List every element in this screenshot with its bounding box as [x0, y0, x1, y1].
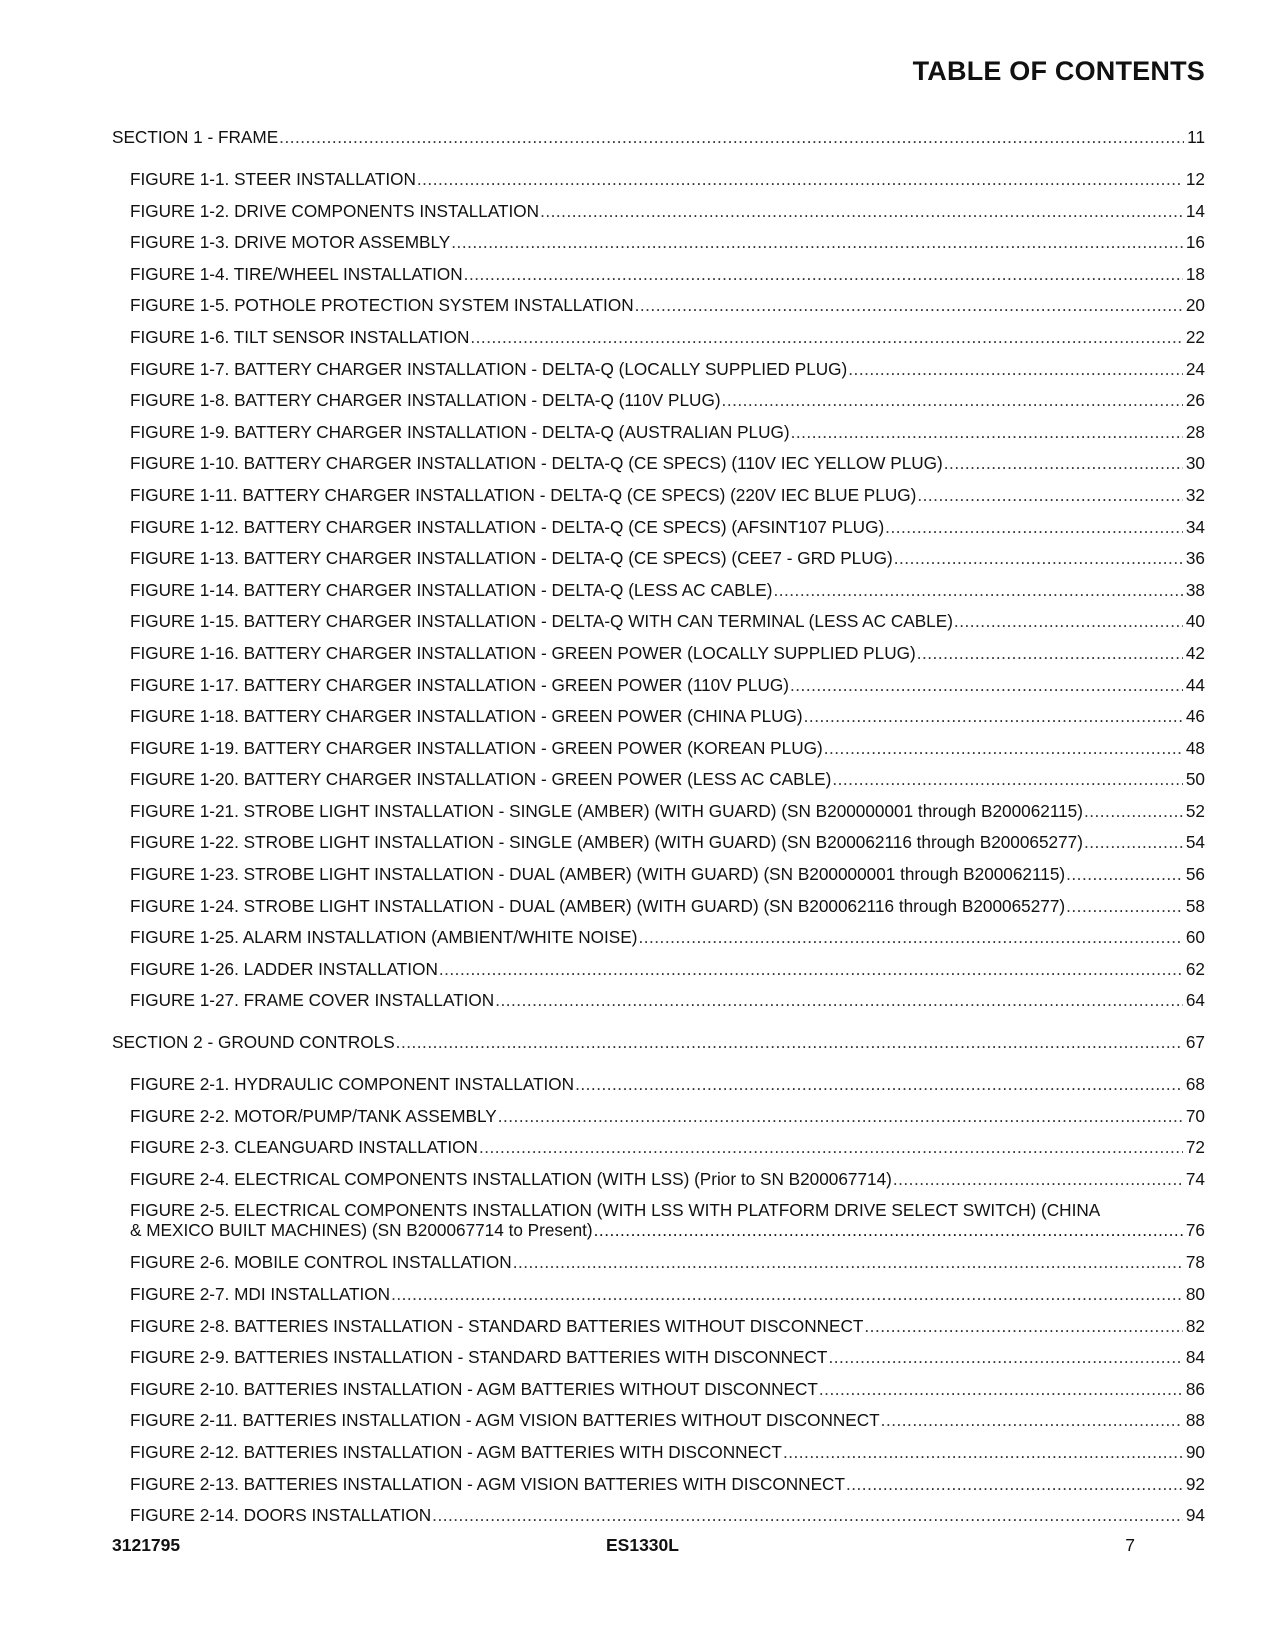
dot-leader: [885, 517, 1183, 537]
toc-page-number: 70: [1185, 1105, 1205, 1126]
toc-page-number: 44: [1185, 674, 1205, 695]
toc-figure-label: FIGURE 1-1. STEER INSTALLATION: [130, 169, 416, 189]
toc-figure-1-15[interactable]: [112, 611, 1205, 643]
toc-page-number: 62: [1185, 958, 1205, 979]
dot-leader: [391, 1284, 1183, 1304]
toc-section-label: SECTION 2 - GROUND CONTROLS: [112, 1032, 395, 1053]
toc-figure-label: FIGURE 2-8. BATTERIES INSTALLATION - STANDARD BATTERIES WITHOUT DISCONNECT: [130, 1315, 864, 1336]
doc-number: 3121795: [112, 1535, 181, 1555]
toc-page-number: 67: [1185, 1032, 1205, 1053]
toc-page-number: 52: [1185, 800, 1205, 821]
toc-figure-1-6[interactable]: [112, 327, 1205, 359]
toc-figure-label: FIGURE 1-18. BATTERY CHARGER INSTALLATION - GREEN POWER (CHINA PLUG): [130, 706, 803, 727]
toc-page-number: 34: [1185, 516, 1205, 537]
toc-figure-label: FIGURE 1-15. BATTERY CHARGER INSTALLATION - DELTA-Q WITH CAN TERMINAL (LESS AC CABLE): [130, 611, 953, 632]
dot-leader: [396, 1032, 1183, 1052]
dot-leader: [824, 738, 1183, 758]
toc-figure-1-10[interactable]: [112, 453, 1205, 485]
toc-page-number: 54: [1185, 832, 1205, 853]
toc-page-number: 94: [1185, 1505, 1205, 1526]
toc-page-number: 20: [1185, 295, 1205, 316]
toc-page-number: 56: [1185, 864, 1205, 885]
dot-leader: [804, 706, 1183, 726]
dot-leader: [513, 1252, 1183, 1272]
dot-leader: [864, 1316, 1182, 1336]
toc-figure-label: FIGURE 2-2. MOTOR/PUMP/TANK ASSEMBLY: [130, 1105, 497, 1126]
dot-leader: [498, 1106, 1183, 1126]
toc-page-number: 46: [1185, 706, 1205, 727]
toc-page-number: 12: [1185, 169, 1205, 189]
toc-figure-1-4[interactable]: [112, 264, 1205, 296]
toc-figure-label: FIGURE 2-11. BATTERIES INSTALLATION - AGM VISION BATTERIES WITHOUT DISCONNECT: [130, 1410, 880, 1431]
toc-page-number: 80: [1185, 1284, 1205, 1304]
toc-figure-2-14[interactable]: [112, 1505, 1205, 1537]
toc-figure-label: FIGURE 2-1. HYDRAULIC COMPONENT INSTALLATION: [130, 1074, 575, 1095]
dot-leader: [954, 611, 1183, 631]
toc-page-number: 60: [1185, 927, 1205, 948]
toc-figure-1-26[interactable]: [112, 959, 1205, 991]
toc-figure-label: FIGURE 1-10. BATTERY CHARGER INSTALLATION - DELTA-Q (CE SPECS) (110V IEC YELLOW PLUG): [130, 453, 943, 474]
toc-page-number: 76: [1185, 1220, 1205, 1241]
toc-figure-label: FIGURE 1-5. POTHOLE PROTECTION SYSTEM INSTALLATION: [130, 295, 634, 316]
dot-leader: [894, 548, 1183, 568]
toc-figure-label: FIGURE 1-9. BATTERY CHARGER INSTALLATION - DELTA-Q (AUSTRALIAN PLUG): [130, 421, 790, 442]
toc-page-number: 90: [1185, 1441, 1205, 1462]
toc-figure-1-2[interactable]: [112, 201, 1205, 233]
toc-figure-1-24[interactable]: [112, 896, 1205, 928]
toc-page-number: 84: [1185, 1347, 1205, 1368]
toc-figure-label: FIGURE 2-5. ELECTRICAL COMPONENTS INSTALLATION (WITH LSS WITH PLATFORM DRIVE SELECT SWITCH) (CHINA: [130, 1200, 1101, 1221]
toc-figure-label: FIGURE 1-25. ALARM INSTALLATION (AMBIENT/WHITE NOISE): [130, 927, 638, 948]
toc-section-label: SECTION 1 - FRAME: [112, 127, 279, 147]
toc-figure-2-10[interactable]: [112, 1379, 1205, 1411]
toc-figure-2-13[interactable]: [112, 1474, 1205, 1506]
toc-figure-label: FIGURE 1-4. TIRE/WHEEL INSTALLATION: [130, 263, 463, 284]
toc-figure-1-12[interactable]: [112, 517, 1205, 549]
toc-figure-2-6[interactable]: [112, 1252, 1205, 1284]
toc-page-number: 48: [1185, 737, 1205, 758]
dot-leader: [540, 201, 1183, 221]
toc-figure-label: FIGURE 1-7. BATTERY CHARGER INSTALLATION - DELTA-Q (LOCALLY SUPPLIED PLUG): [130, 358, 848, 379]
toc-page-number: 88: [1185, 1410, 1205, 1431]
dot-leader: [773, 580, 1182, 600]
toc-figure-label: FIGURE 2-7. MDI INSTALLATION: [130, 1284, 391, 1304]
toc-figure-label: FIGURE 2-9. BATTERIES INSTALLATION - STANDARD BATTERIES WITH DISCONNECT: [130, 1347, 828, 1368]
dot-leader: [575, 1074, 1183, 1094]
toc-figure-label: FIGURE 1-16. BATTERY CHARGER INSTALLATION - GREEN POWER (LOCALLY SUPPLIED PLUG): [130, 642, 916, 663]
dot-leader: [881, 1410, 1183, 1430]
dot-leader: [470, 327, 1183, 347]
toc-figure-label: FIGURE 1-2. DRIVE COMPONENTS INSTALLATION: [130, 200, 540, 221]
toc-page-number: 22: [1185, 326, 1205, 347]
toc-figure-label: FIGURE 1-26. LADDER INSTALLATION: [130, 958, 438, 979]
model-name: ES1330L: [606, 1535, 679, 1555]
dot-leader: [917, 485, 1183, 505]
toc-figure-label: FIGURE 2-13. BATTERIES INSTALLATION - AGM VISION BATTERIES WITH DISCONNECT: [130, 1473, 845, 1494]
toc-figure-1-3[interactable]: [112, 232, 1205, 264]
toc-section-2[interactable]: [112, 1032, 1205, 1064]
toc-page-number: 68: [1185, 1074, 1205, 1095]
toc-figure-2-12[interactable]: [112, 1442, 1205, 1474]
toc-page-number: 30: [1185, 453, 1205, 474]
dot-leader: [635, 295, 1183, 315]
dot-leader: [893, 1169, 1183, 1189]
dot-leader: [791, 422, 1183, 442]
toc-figure-label: FIGURE 1-8. BATTERY CHARGER INSTALLATION - DELTA-Q (110V PLUG): [130, 390, 721, 411]
toc-page-number: 16: [1185, 232, 1205, 253]
toc-figure-label: FIGURE 1-27. FRAME COVER INSTALLATION: [130, 990, 495, 1011]
toc-figure-label: FIGURE 1-11. BATTERY CHARGER INSTALLATION - DELTA-Q (CE SPECS) (220V IEC BLUE PLUG): [130, 484, 917, 505]
toc-page-number: 82: [1185, 1315, 1205, 1336]
dot-leader: [944, 453, 1183, 473]
toc-figure-label: FIGURE 2-14. DOORS INSTALLATION: [130, 1505, 432, 1526]
toc-figure-1-21[interactable]: [112, 801, 1205, 833]
toc-figure-2-9[interactable]: [112, 1347, 1205, 1379]
toc-page-number: 11: [1187, 127, 1205, 147]
toc-figure-label: FIGURE 1-19. BATTERY CHARGER INSTALLATION - GREEN POWER (KOREAN PLUG): [130, 737, 823, 758]
toc-page-number: 36: [1185, 548, 1205, 569]
toc-figure-label: FIGURE 1-24. STROBE LIGHT INSTALLATION - DUAL (AMBER) (WITH GUARD) (SN B200062116 through B200065277): [130, 895, 1066, 916]
page-title: TABLE OF CONTENTS: [912, 56, 1205, 86]
toc-figure-label: FIGURE 2-3. CLEANGUARD INSTALLATION: [130, 1137, 478, 1158]
dot-leader: [1066, 896, 1183, 916]
dot-leader: [594, 1220, 1183, 1240]
toc-figure-label: FIGURE 2-4. ELECTRICAL COMPONENTS INSTALLATION (WITH LSS) (Prior to SN B200067714): [130, 1168, 892, 1189]
toc-figure-label: FIGURE 2-6. MOBILE CONTROL INSTALLATION: [130, 1252, 512, 1273]
dot-leader: [451, 232, 1183, 252]
toc-page-number: 14: [1185, 200, 1205, 221]
toc-figure-2-11[interactable]: [112, 1410, 1205, 1442]
toc-page-number: 86: [1185, 1378, 1205, 1399]
toc-figure-1-7[interactable]: [112, 359, 1205, 391]
toc-page-number: 72: [1185, 1137, 1205, 1158]
dot-leader: [432, 1505, 1183, 1525]
toc-page-number: 42: [1185, 642, 1205, 663]
toc-page-number: 40: [1185, 611, 1205, 632]
toc-page-number: 92: [1185, 1473, 1205, 1494]
toc-page-number: 32: [1185, 484, 1205, 505]
dot-leader: [783, 1442, 1183, 1462]
toc-figure-label: FIGURE 2-10. BATTERIES INSTALLATION - AGM BATTERIES WITHOUT DISCONNECT: [130, 1378, 818, 1399]
toc-page-number: 26: [1185, 390, 1205, 411]
toc-figure-1-1[interactable]: [112, 169, 1205, 201]
dot-leader: [917, 643, 1183, 663]
dot-leader: [417, 169, 1183, 189]
toc-figure-label: FIGURE 1-22. STROBE LIGHT INSTALLATION - SINGLE (AMBER) (WITH GUARD) (SN B200062116 through B200065277): [130, 832, 1083, 853]
toc-figure-1-14[interactable]: [112, 580, 1205, 612]
toc-figure-label: FIGURE 1-13. BATTERY CHARGER INSTALLATION - DELTA-Q (CE SPECS) (CEE7 - GRD PLUG): [130, 548, 893, 569]
toc-figure-1-22[interactable]: [112, 832, 1205, 864]
toc-figure-1-8[interactable]: [112, 390, 1205, 422]
toc-figure-2-2[interactable]: [112, 1106, 1205, 1138]
toc-page-number: 24: [1185, 358, 1205, 379]
toc-figure-2-8[interactable]: [112, 1316, 1205, 1348]
toc-section-1[interactable]: [112, 127, 1205, 159]
dot-leader: [479, 1137, 1183, 1157]
dot-leader: [846, 1474, 1183, 1494]
dot-leader: [722, 390, 1183, 410]
toc-figure-label: FIGURE 1-12. BATTERY CHARGER INSTALLATION - DELTA-Q (CE SPECS) (AFSINT107 PLUG): [130, 516, 885, 537]
toc-figure-1-9[interactable]: [112, 422, 1205, 454]
toc-figure-label: FIGURE 1-20. BATTERY CHARGER INSTALLATION - GREEN POWER (LESS AC CABLE): [130, 769, 832, 790]
toc-figure-1-5[interactable]: [112, 295, 1205, 327]
dot-leader: [790, 675, 1183, 695]
toc-page-number: 38: [1185, 579, 1205, 600]
toc-figure-label-continued: & MEXICO BUILT MACHINES) (SN B200067714 to Present): [130, 1220, 593, 1241]
toc-figure-1-19[interactable]: [112, 738, 1205, 770]
toc-page-number: 28: [1185, 421, 1205, 442]
dot-leader: [439, 959, 1183, 979]
toc-figure-2-7[interactable]: [112, 1284, 1205, 1316]
toc-figure-label: FIGURE 1-6. TILT SENSOR INSTALLATION: [130, 326, 470, 347]
toc-page-number: 78: [1185, 1252, 1205, 1273]
toc-figure-2-3[interactable]: [112, 1137, 1205, 1169]
toc-figure-1-27[interactable]: [112, 990, 1205, 1022]
toc-figure-label: FIGURE 1-17. BATTERY CHARGER INSTALLATION - GREEN POWER (110V PLUG): [130, 674, 789, 695]
toc-figure-2-1[interactable]: [112, 1074, 1205, 1106]
dot-leader: [832, 769, 1183, 789]
dot-leader: [279, 127, 1184, 147]
dot-leader: [1066, 864, 1183, 884]
toc-figure-label: FIGURE 2-12. BATTERIES INSTALLATION - AGM BATTERIES WITH DISCONNECT: [130, 1441, 782, 1462]
toc-figure-1-20[interactable]: [112, 769, 1205, 801]
dot-leader: [464, 264, 1183, 284]
dot-leader: [819, 1379, 1183, 1399]
dot-leader: [495, 990, 1183, 1010]
toc-figure-label: FIGURE 1-21. STROBE LIGHT INSTALLATION - SINGLE (AMBER) (WITH GUARD) (SN B200000001 through B200062115): [130, 800, 1083, 821]
toc-figure-label: FIGURE 1-14. BATTERY CHARGER INSTALLATION - DELTA-Q (LESS AC CABLE): [130, 579, 773, 600]
toc-figure-1-13[interactable]: [112, 548, 1205, 580]
toc-figure-label: FIGURE 1-23. STROBE LIGHT INSTALLATION - DUAL (AMBER) (WITH GUARD) (SN B200000001 through B200062115): [130, 864, 1066, 885]
toc-figure-1-25[interactable]: [112, 927, 1205, 959]
dot-leader: [828, 1347, 1182, 1367]
toc-figure-1-18[interactable]: [112, 706, 1205, 738]
toc-figure-1-11[interactable]: [112, 485, 1205, 517]
toc-figure-2-5[interactable]: [112, 1200, 1205, 1252]
toc-figure-1-23[interactable]: [112, 864, 1205, 896]
toc-page-number: 50: [1185, 769, 1205, 790]
toc-figure-1-17[interactable]: [112, 675, 1205, 707]
dot-leader: [1084, 801, 1183, 821]
dot-leader: [1084, 832, 1183, 852]
toc-figure-2-4[interactable]: [112, 1169, 1205, 1201]
toc-figure-1-16[interactable]: [112, 643, 1205, 675]
toc-page-number: 74: [1185, 1168, 1205, 1189]
table-of-contents: [112, 127, 1205, 1537]
dot-leader: [848, 359, 1183, 379]
toc-figure-label: FIGURE 1-3. DRIVE MOTOR ASSEMBLY: [130, 232, 451, 253]
dot-leader: [638, 927, 1182, 947]
toc-page-number: 58: [1185, 895, 1205, 916]
toc-page-number: 18: [1185, 263, 1205, 284]
page-number: 7: [1125, 1535, 1135, 1555]
toc-page-number: 64: [1185, 990, 1205, 1011]
